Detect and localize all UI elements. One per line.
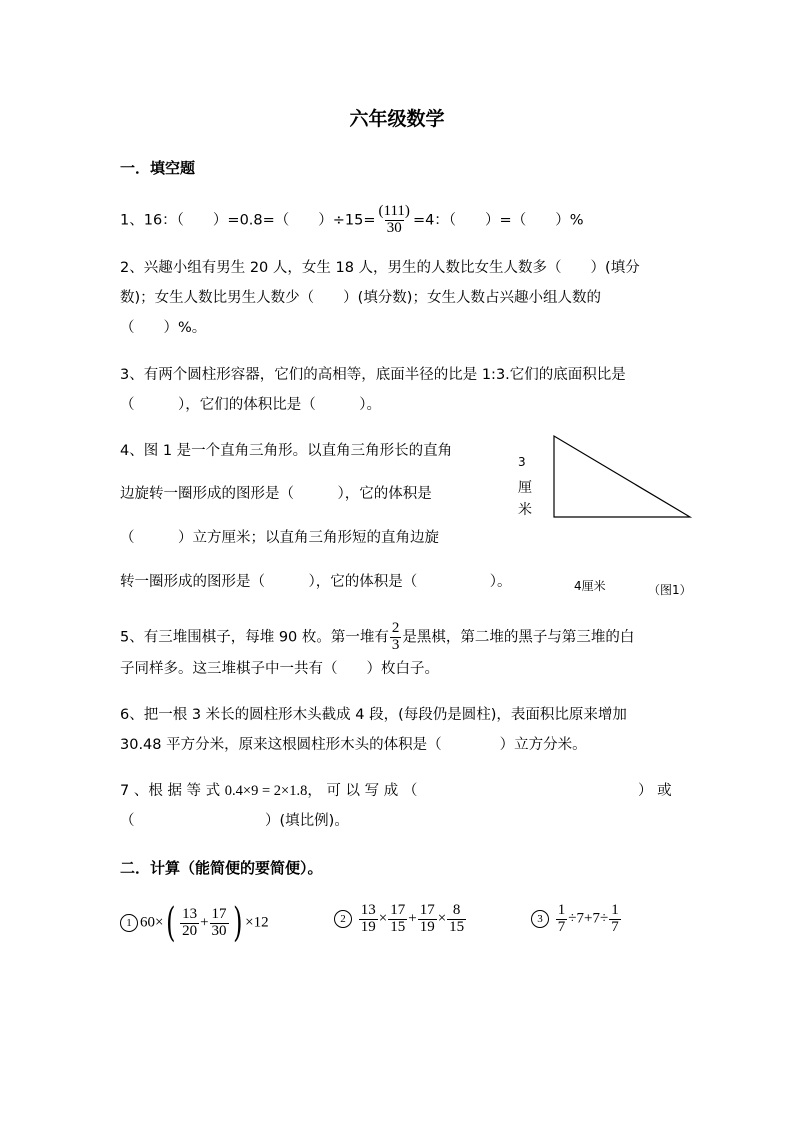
- question-2-line-1: 2、兴趣小组有男生 20 人，女生 18 人，男生的人数比女生人数多（ ）(填分: [120, 260, 640, 276]
- calc1-frac-b: [210, 907, 229, 940]
- question-7-line-2: （ ）(填比例)。: [120, 813, 349, 829]
- calc2-frac-a: [359, 903, 378, 936]
- q5-suffix: 是黑棋，第二堆的黑子与第三堆的白: [402, 629, 635, 646]
- question-3-line-2: （ ），它们的体积比是（ ）。: [120, 397, 381, 413]
- calc2-op-2: +: [408, 910, 417, 927]
- calc1-frac-a: [180, 907, 199, 940]
- question-7-line-1: [120, 781, 676, 801]
- left-paren: (: [166, 900, 176, 946]
- calc-item-1: [120, 900, 269, 946]
- calc3-frac-b: [609, 903, 621, 936]
- figure-side-unit-2: 米: [518, 502, 532, 518]
- question-6-line-2: 30.48 平方分米，原来这根圆柱形木头的体积是（ ）立方分米。: [120, 737, 587, 753]
- q1-suffix: =4：（ ）=（ ）%: [412, 212, 584, 229]
- calc3-b-den: 7: [611, 918, 619, 935]
- circle-number-2: 2: [334, 910, 352, 928]
- question-2-line-2: 数)；女生人数比男生人数少（ ）(填分数)；女生人数占兴趣小组人数的: [120, 290, 601, 306]
- figure-1-triangle: [550, 432, 700, 524]
- calc2-a-num: 13: [360, 902, 376, 918]
- q7-middle: ， 可 以 写 成 （: [307, 783, 418, 799]
- calc2-d-den: 15: [449, 918, 465, 935]
- calc1-a-num: 13: [182, 905, 198, 922]
- figure-side-number: 3: [518, 455, 526, 469]
- question-2-line-3: （ ）%。: [120, 320, 207, 336]
- calc-item-2: [334, 903, 467, 936]
- calc1-lead: 60×: [140, 914, 164, 931]
- calc1-b-den: 30: [211, 922, 227, 939]
- calc2-a-den: 19: [360, 918, 376, 935]
- q1-fraction: [377, 204, 412, 237]
- q5-frac-num: 2: [391, 620, 400, 636]
- section-1-heading: 一．填空题: [120, 159, 196, 177]
- q5-fraction: [390, 621, 402, 654]
- triangle-shape: [554, 436, 690, 517]
- q7-equation: 0.4×9 = 2×1.8: [224, 783, 308, 799]
- right-paren: ): [232, 900, 243, 946]
- q1-prefix: 1、16：（ ）=0.8=（ ）÷15=: [120, 212, 376, 229]
- calc2-op-3: ×: [437, 910, 447, 927]
- question-4-line-4: 转一圈形成的图形是（ ），它的体积是（ ）。: [120, 574, 512, 590]
- question-5-line-1: [120, 621, 634, 654]
- calc2-op-1: ×: [378, 910, 388, 927]
- calc-item-3: [531, 903, 622, 936]
- circle-number-3: 3: [531, 910, 549, 928]
- q7-end: ） 或: [638, 783, 672, 799]
- calc2-frac-c: [418, 903, 437, 936]
- question-6-line-1: 6、把一根 3 米长的圆柱形木头截成 4 段，(每段仍是圆柱)，表面积比原来增加: [120, 707, 627, 723]
- calc2-frac-b: [388, 903, 407, 936]
- question-5-line-2: 子同样多。这三堆棋子中一共有（ ）枚白子。: [120, 661, 439, 677]
- question-1: [120, 204, 584, 237]
- calc3-a-den: 7: [557, 918, 566, 935]
- page-title: 六年级数学: [349, 108, 445, 130]
- calc3-a-num: 1: [557, 902, 566, 918]
- calc2-d-num: 8: [452, 902, 461, 918]
- q7-prefix: 7 、根 据 等 式: [120, 783, 221, 799]
- calc2-c-den: 19: [419, 918, 435, 935]
- calc1-tail: ×12: [245, 914, 269, 931]
- calc2-frac-d: [447, 903, 466, 936]
- figure-caption: （图1）: [648, 583, 692, 597]
- calc3-mid: ÷7+7÷: [568, 910, 609, 927]
- calc1-a-den: 20: [182, 922, 198, 939]
- circle-number-1: 1: [120, 914, 138, 932]
- section-2-heading: 二．计算（能简便的要简便）。: [120, 859, 323, 877]
- figure-side-unit: 厘: [518, 480, 532, 496]
- q1-frac-den: 30: [386, 219, 402, 236]
- question-4-line-1: 4、图 1 是一个直角三角形。以直角三角形长的直角: [120, 443, 453, 459]
- calc2-b-den: 15: [390, 918, 406, 935]
- calc3-b-num: 1: [611, 902, 619, 918]
- calc1-plus: +: [200, 914, 209, 931]
- figure-base-label: 4厘米: [574, 579, 606, 593]
- question-4-line-3: （ ）立方厘米；以直角三角形短的直角边旋: [120, 530, 439, 546]
- calc3-frac-a: [556, 903, 568, 936]
- question-4-line-2: 边旋转一圈形成的图形是（ ），它的体积是: [120, 486, 432, 502]
- calc2-b-num: 17: [390, 902, 406, 918]
- q5-frac-den: 3: [391, 636, 400, 653]
- q1-frac-num: (111): [378, 203, 410, 219]
- calc1-b-num: 17: [211, 905, 227, 922]
- calc2-c-num: 17: [419, 902, 435, 918]
- q5-prefix: 5、有三堆围棋子，每堆 90 枚。第一堆有: [120, 629, 389, 646]
- question-3-line-1: 3、有两个圆柱形容器，它们的高相等，底面半径的比是 1:3.它们的底面积比是: [120, 367, 626, 383]
